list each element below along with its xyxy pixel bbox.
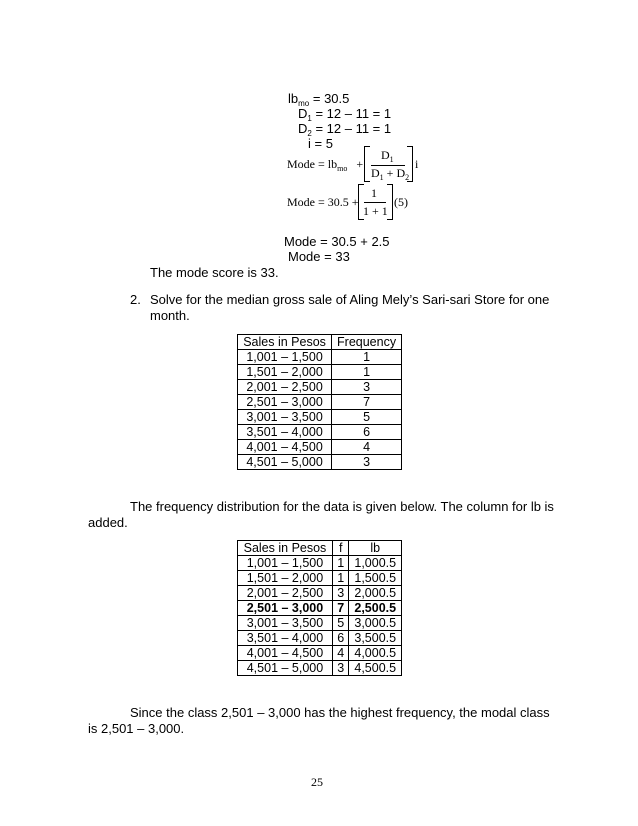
sales-f-lb-table bbox=[237, 540, 402, 676]
column-header: f bbox=[332, 541, 349, 556]
table-cell: 1,001 – 1,500 bbox=[238, 350, 332, 365]
table-cell: 4 bbox=[332, 646, 349, 661]
table-row bbox=[238, 365, 402, 380]
table-row bbox=[238, 556, 402, 571]
table-cell: 2,501 – 3,000 bbox=[238, 601, 333, 616]
column-header: Sales in Pesos bbox=[238, 335, 332, 350]
table-cell: 1 bbox=[332, 365, 402, 380]
table-cell: 2,501 – 3,000 bbox=[238, 395, 332, 410]
table-cell: 3 bbox=[332, 586, 349, 601]
table-cell: 2,001 – 2,500 bbox=[238, 380, 332, 395]
table-cell: 1,500.5 bbox=[349, 571, 402, 586]
problem-number: 2. bbox=[130, 292, 141, 307]
table-cell: 1 bbox=[332, 350, 402, 365]
table-row bbox=[238, 425, 402, 440]
table-cell: 2,001 – 2,500 bbox=[238, 586, 333, 601]
table-row-modal-class bbox=[238, 601, 402, 616]
mode-result-line: Mode = 33 bbox=[288, 249, 350, 264]
column-header: lb bbox=[349, 541, 402, 556]
mode-sum-line: Mode = 30.5 + 2.5 bbox=[284, 234, 390, 249]
table-cell: 3,000.5 bbox=[349, 616, 402, 631]
table-cell: 4 bbox=[332, 440, 402, 455]
table-cell: 4,001 – 4,500 bbox=[238, 440, 332, 455]
table-row bbox=[238, 646, 402, 661]
table-cell: 1,000.5 bbox=[349, 556, 402, 571]
table-cell: 1,001 – 1,500 bbox=[238, 556, 333, 571]
d2-line: $D_2 = 12 - 11 = 1$ bbox=[298, 121, 392, 138]
mode-statement: The mode score is 33. bbox=[150, 265, 279, 280]
column-header: Frequency bbox=[332, 335, 402, 350]
page-number: 25 bbox=[311, 775, 323, 789]
table-cell: 7 bbox=[332, 395, 402, 410]
table-cell: 7 bbox=[332, 601, 349, 616]
table-cell: 3,001 – 3,500 bbox=[238, 616, 333, 631]
table-cell: 3,500.5 bbox=[349, 631, 402, 646]
table-row bbox=[238, 410, 402, 425]
d1-line: $D_1 = 12 - 11 = 1$ bbox=[298, 106, 392, 123]
table-cell: 5 bbox=[332, 616, 349, 631]
table-cell: 3 bbox=[332, 661, 349, 676]
table-row bbox=[238, 395, 402, 410]
column-header: Sales in Pesos bbox=[238, 541, 333, 556]
table-row bbox=[238, 350, 402, 365]
table-header-row bbox=[238, 335, 402, 350]
table-row bbox=[238, 380, 402, 395]
table-cell: 1,501 – 2,000 bbox=[238, 365, 332, 380]
table-row bbox=[238, 586, 402, 601]
table-cell: 3,501 – 4,000 bbox=[238, 425, 332, 440]
table-cell: 2,500.5 bbox=[349, 601, 402, 616]
table-cell: 2,000.5 bbox=[349, 586, 402, 601]
problem-text-line1: Solve for the median gross sale of Aling Mely’s Sari-sari Store for one bbox=[150, 292, 550, 307]
table-cell: 4,501 – 5,000 bbox=[238, 455, 332, 470]
table-row bbox=[238, 616, 402, 631]
freq-paragraph-line1: The frequency distribution for the data is given below. The column for lb is bbox=[130, 499, 554, 514]
table-cell: 6 bbox=[332, 631, 349, 646]
table-row bbox=[238, 571, 402, 586]
table-cell: 5 bbox=[332, 410, 402, 425]
sales-frequency-table bbox=[237, 334, 402, 470]
table-cell: 3,501 – 4,000 bbox=[238, 631, 333, 646]
table-header-row bbox=[238, 541, 402, 556]
table-cell: 4,000.5 bbox=[349, 646, 402, 661]
table-cell: 4,001 – 4,500 bbox=[238, 646, 333, 661]
table-cell: 3 bbox=[332, 455, 402, 470]
table-cell: 4,500.5 bbox=[349, 661, 402, 676]
table-cell: 6 bbox=[332, 425, 402, 440]
freq-paragraph-line2: added. bbox=[88, 515, 128, 530]
modal-paragraph-line1: Since the class 2,501 – 3,000 has the highest frequency, the modal class bbox=[130, 705, 550, 720]
table-row bbox=[238, 440, 402, 455]
table-cell: 1 bbox=[332, 571, 349, 586]
problem-text-line2: month. bbox=[150, 308, 190, 323]
table-row bbox=[238, 455, 402, 470]
table-cell: 3 bbox=[332, 380, 402, 395]
i-line: i = 5 bbox=[308, 136, 333, 151]
lb-mo-line: $lb_{mo} = 30.5$ bbox=[288, 91, 350, 108]
table-cell: 1,501 – 2,000 bbox=[238, 571, 333, 586]
table-row bbox=[238, 661, 402, 676]
table-cell: 3,001 – 3,500 bbox=[238, 410, 332, 425]
table-cell: 1 bbox=[332, 556, 349, 571]
table-cell: 4,501 – 5,000 bbox=[238, 661, 333, 676]
table-row bbox=[238, 631, 402, 646]
modal-paragraph-line2: is 2,501 – 3,000. bbox=[88, 721, 185, 736]
